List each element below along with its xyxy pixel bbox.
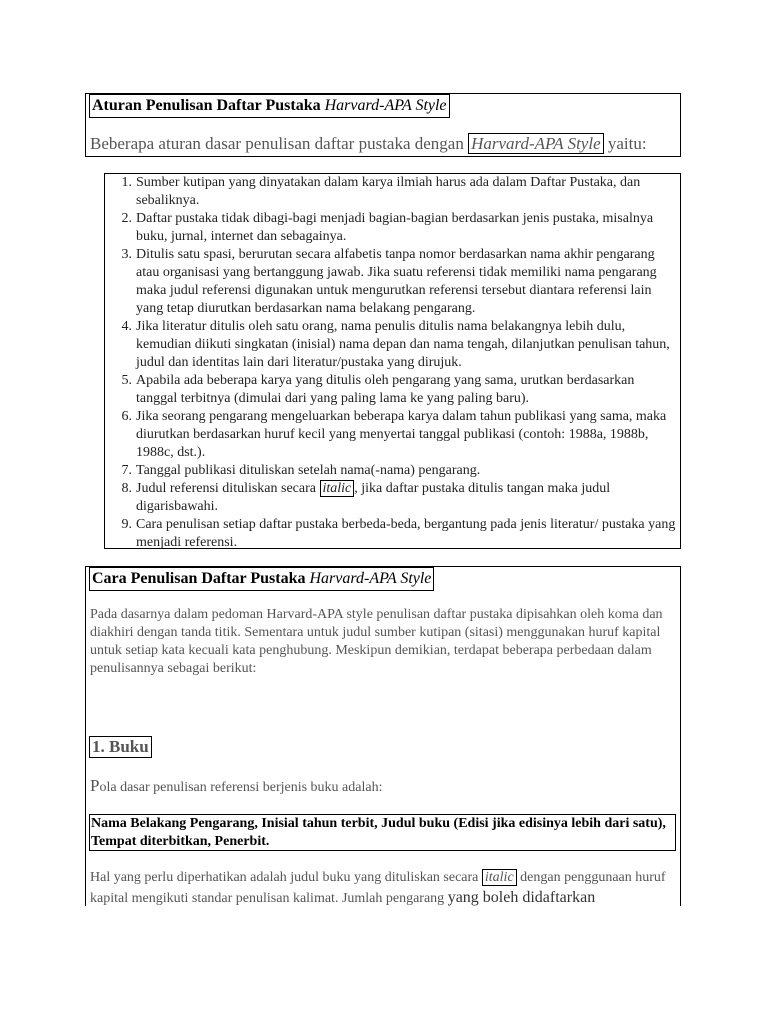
- title-italic-text: Harvard-APA Style: [324, 97, 447, 114]
- item-number: 8.: [121, 481, 132, 496]
- item-number: 9.: [121, 517, 132, 532]
- pola-initial: P: [90, 776, 100, 795]
- item-number: 4.: [121, 319, 132, 334]
- hal-end: yang boleh didaftarkan: [447, 889, 596, 906]
- intro-italic-highlight: Harvard-APA Style: [468, 133, 604, 154]
- hal-before: Hal yang perlu diperhatikan adalah judul buku yang dituliskan secara: [90, 870, 479, 885]
- italic-highlight: italic: [482, 869, 517, 886]
- list-item: [121, 408, 679, 462]
- section-title-cara: [89, 567, 434, 591]
- pola-text: [90, 776, 382, 798]
- rules-list: [104, 174, 679, 552]
- list-item: [121, 246, 679, 318]
- item-number: 6.: [121, 409, 132, 424]
- item-text: Cara penulisan setiap daftar pustaka berbeda-beda, bergantung pada jenis literatur/ pustaka yang menjadi referensi.: [136, 517, 676, 550]
- intro-before: Beberapa aturan dasar penulisan daftar pustaka dengan: [90, 134, 464, 153]
- list-item: [121, 462, 679, 480]
- title-bold-text: Aturan Penulisan Daftar Pustaka: [92, 97, 321, 114]
- item-number: 7.: [121, 463, 132, 478]
- item-number: 5.: [121, 373, 132, 388]
- hal-paragraph: [90, 868, 682, 909]
- item-text-after: , jika daftar pustaka ditulis tangan maka judul digarisbawahi.: [136, 481, 611, 514]
- item-text: Jika seorang pengarang mengeluarkan beberapa karya dalam tahun publikasi yang sama, maka diurutkan berdasarkan huruf kecil yang menyertai tanggal publikasi (contoh: 1988a, 1988b, 1988c, dst.).: [136, 409, 667, 460]
- item-text: Tanggal publikasi dituliskan setelah nama(-nama) pengarang.: [136, 463, 481, 478]
- list-item: [121, 174, 679, 210]
- item-text: Daftar pustaka tidak dibagi-bagi menjadi bagian-bagian berdasarkan jenis pustaka, misalnya buku, jurnal, internet dan sebagainya.: [136, 211, 654, 244]
- title-italic-text: Harvard-APA Style: [309, 570, 432, 587]
- section-title-aturan: [89, 94, 450, 118]
- hal-middle: dengan penggunaan huruf kapital mengikuti standar penulisan kalimat. Jumlah pengarang: [90, 870, 666, 906]
- intro-text: [90, 133, 647, 155]
- item-number: 3.: [121, 247, 132, 262]
- pola-rest: ola dasar penulisan referensi berjenis buku adalah:: [99, 780, 383, 795]
- item-text: Ditulis satu spasi, berurutan secara alfabetis tanpa nomor berdasarkan nama akhir pengarang atau organisasi yang bertanggung jawab. Jika suatu referensi tidak memiliki nama pengarang maka judul referensi digunakan untuk mengurutkan referensi tersebut diantara referensi lain yang tetap diurutkan berdasarkan nama belakang pengarang.: [136, 247, 657, 316]
- list-item: [121, 318, 679, 372]
- item-text: Apabila ada beberapa karya yang ditulis oleh pengarang yang sama, urutkan berdasarkan tanggal terbitnya (dimulai dari yang paling lama ke yang paling baru).: [136, 373, 635, 406]
- intro-after: yaitu:: [607, 134, 647, 153]
- item-text: Jika literatur ditulis oleh satu orang, nama penulis ditulis nama belakangnya lebih dulu, kemudian diikuti singkatan (inisial) nama depan dan nama tengah, dilanjutkan penulisan tahun, judul dan identitas lain dari literatur/pustaka yang dirujuk.: [136, 319, 670, 370]
- list-item: [121, 480, 679, 516]
- list-item: [121, 210, 679, 246]
- item-text: Sumber kutipan yang dinyatakan dalam karya ilmiah harus ada dalam Daftar Pustaka, dan sebaliknya.: [136, 175, 641, 208]
- item-number: 2.: [121, 211, 132, 226]
- item-text-before: Judul referensi dituliskan secara: [136, 481, 316, 496]
- list-item: [121, 516, 679, 552]
- list-item: [121, 372, 679, 408]
- format-text: Nama Belakang Pengarang, Inisial tahun terbit, Judul buku (Edisi jika edisinya lebih dari satu), Tempat diterbitkan, Penerbit.: [91, 816, 666, 849]
- title-bold-text: Cara Penulisan Daftar Pustaka: [92, 570, 306, 587]
- item-number: 1.: [121, 175, 132, 190]
- italic-highlight: italic: [320, 480, 355, 497]
- paragraph-intro: Pada dasarnya dalam pedoman Harvard-APA style penulisan daftar pustaka dipisahkan oleh koma dan diakhiri dengan tanda titik. Sementara untuk judul sumber kutipan (sitasi) menggunakan huruf kapital untuk setiap kata kecuali kata penghubung. Meskipun demikian, terdapat beberapa perbedaan dalam penulisannya sebagai berikut:: [90, 607, 663, 676]
- heading-buku: 1. Buku: [89, 736, 152, 758]
